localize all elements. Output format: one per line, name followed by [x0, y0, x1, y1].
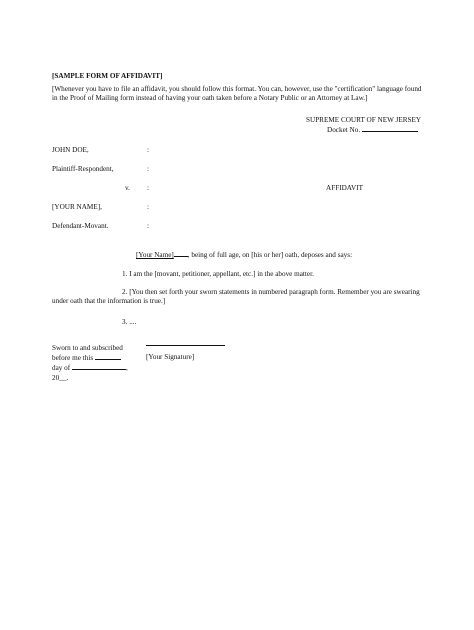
signature-label: [Your Signature] [146, 353, 195, 361]
affiant-name-placeholder: [Your Name] [136, 251, 174, 259]
jurat-day-blank [95, 359, 121, 360]
defendant-name: [YOUR NAME], [52, 203, 102, 211]
paragraph-2: 2. [You then set forth your sworn statements in numbered paragraph form. Remember you are swearing under oath that the information is true.] [52, 288, 420, 305]
caption-colon-5: : [147, 222, 149, 230]
jurat-comma: , [125, 364, 128, 372]
document-title: AFFIDAVIT [326, 184, 364, 192]
instructions-paragraph: [Whenever you have to file an affidavit, you should follow this format. You can, however, use the "certification" language found in the Proof of Mailing form instead of having your oath taken before a Notary Public or an Attorney at Law.] [52, 85, 422, 102]
paragraph-3: 3. .... [122, 318, 137, 326]
caption-colon-3: : [147, 184, 149, 192]
docket-label: Docket No. [327, 126, 361, 134]
jurat-line-1: Sworn to and subscribed [52, 344, 123, 352]
intro-text: , being of full age, on [his or her] oath, deposes and says: [187, 251, 353, 259]
jurat-before-me-label: before me this [52, 354, 94, 362]
signature-line [146, 345, 225, 346]
plaintiff-name: JOHN DOE, [52, 146, 89, 154]
caption-colon-2: : [147, 165, 149, 173]
jurat-line-2 [52, 354, 121, 363]
jurat-year: 20__. [52, 374, 69, 382]
jurat-day-of-label: day of [52, 364, 71, 372]
docket-line [327, 126, 418, 135]
affiant-name-blank [174, 256, 188, 257]
form-heading: [SAMPLE FORM OF AFFIDAVIT] [52, 72, 163, 80]
jurat-month-blank [72, 369, 126, 370]
docket-number-blank [362, 131, 418, 132]
defendant-role: Defendant-Movant. [52, 222, 109, 230]
court-name: SUPREME COURT OF NEW JERSEY [306, 116, 422, 124]
caption-versus: v. [125, 184, 130, 192]
plaintiff-role: Plaintiff-Respondent, [52, 165, 114, 173]
caption-colon-4: : [147, 203, 149, 211]
jurat-line-3 [52, 364, 128, 373]
caption-colon-1: : [147, 146, 149, 154]
intro-line [122, 251, 352, 260]
paragraph-1: 1. I am the [movant, petitioner, appellant, etc.] in the above matter. [122, 270, 314, 278]
